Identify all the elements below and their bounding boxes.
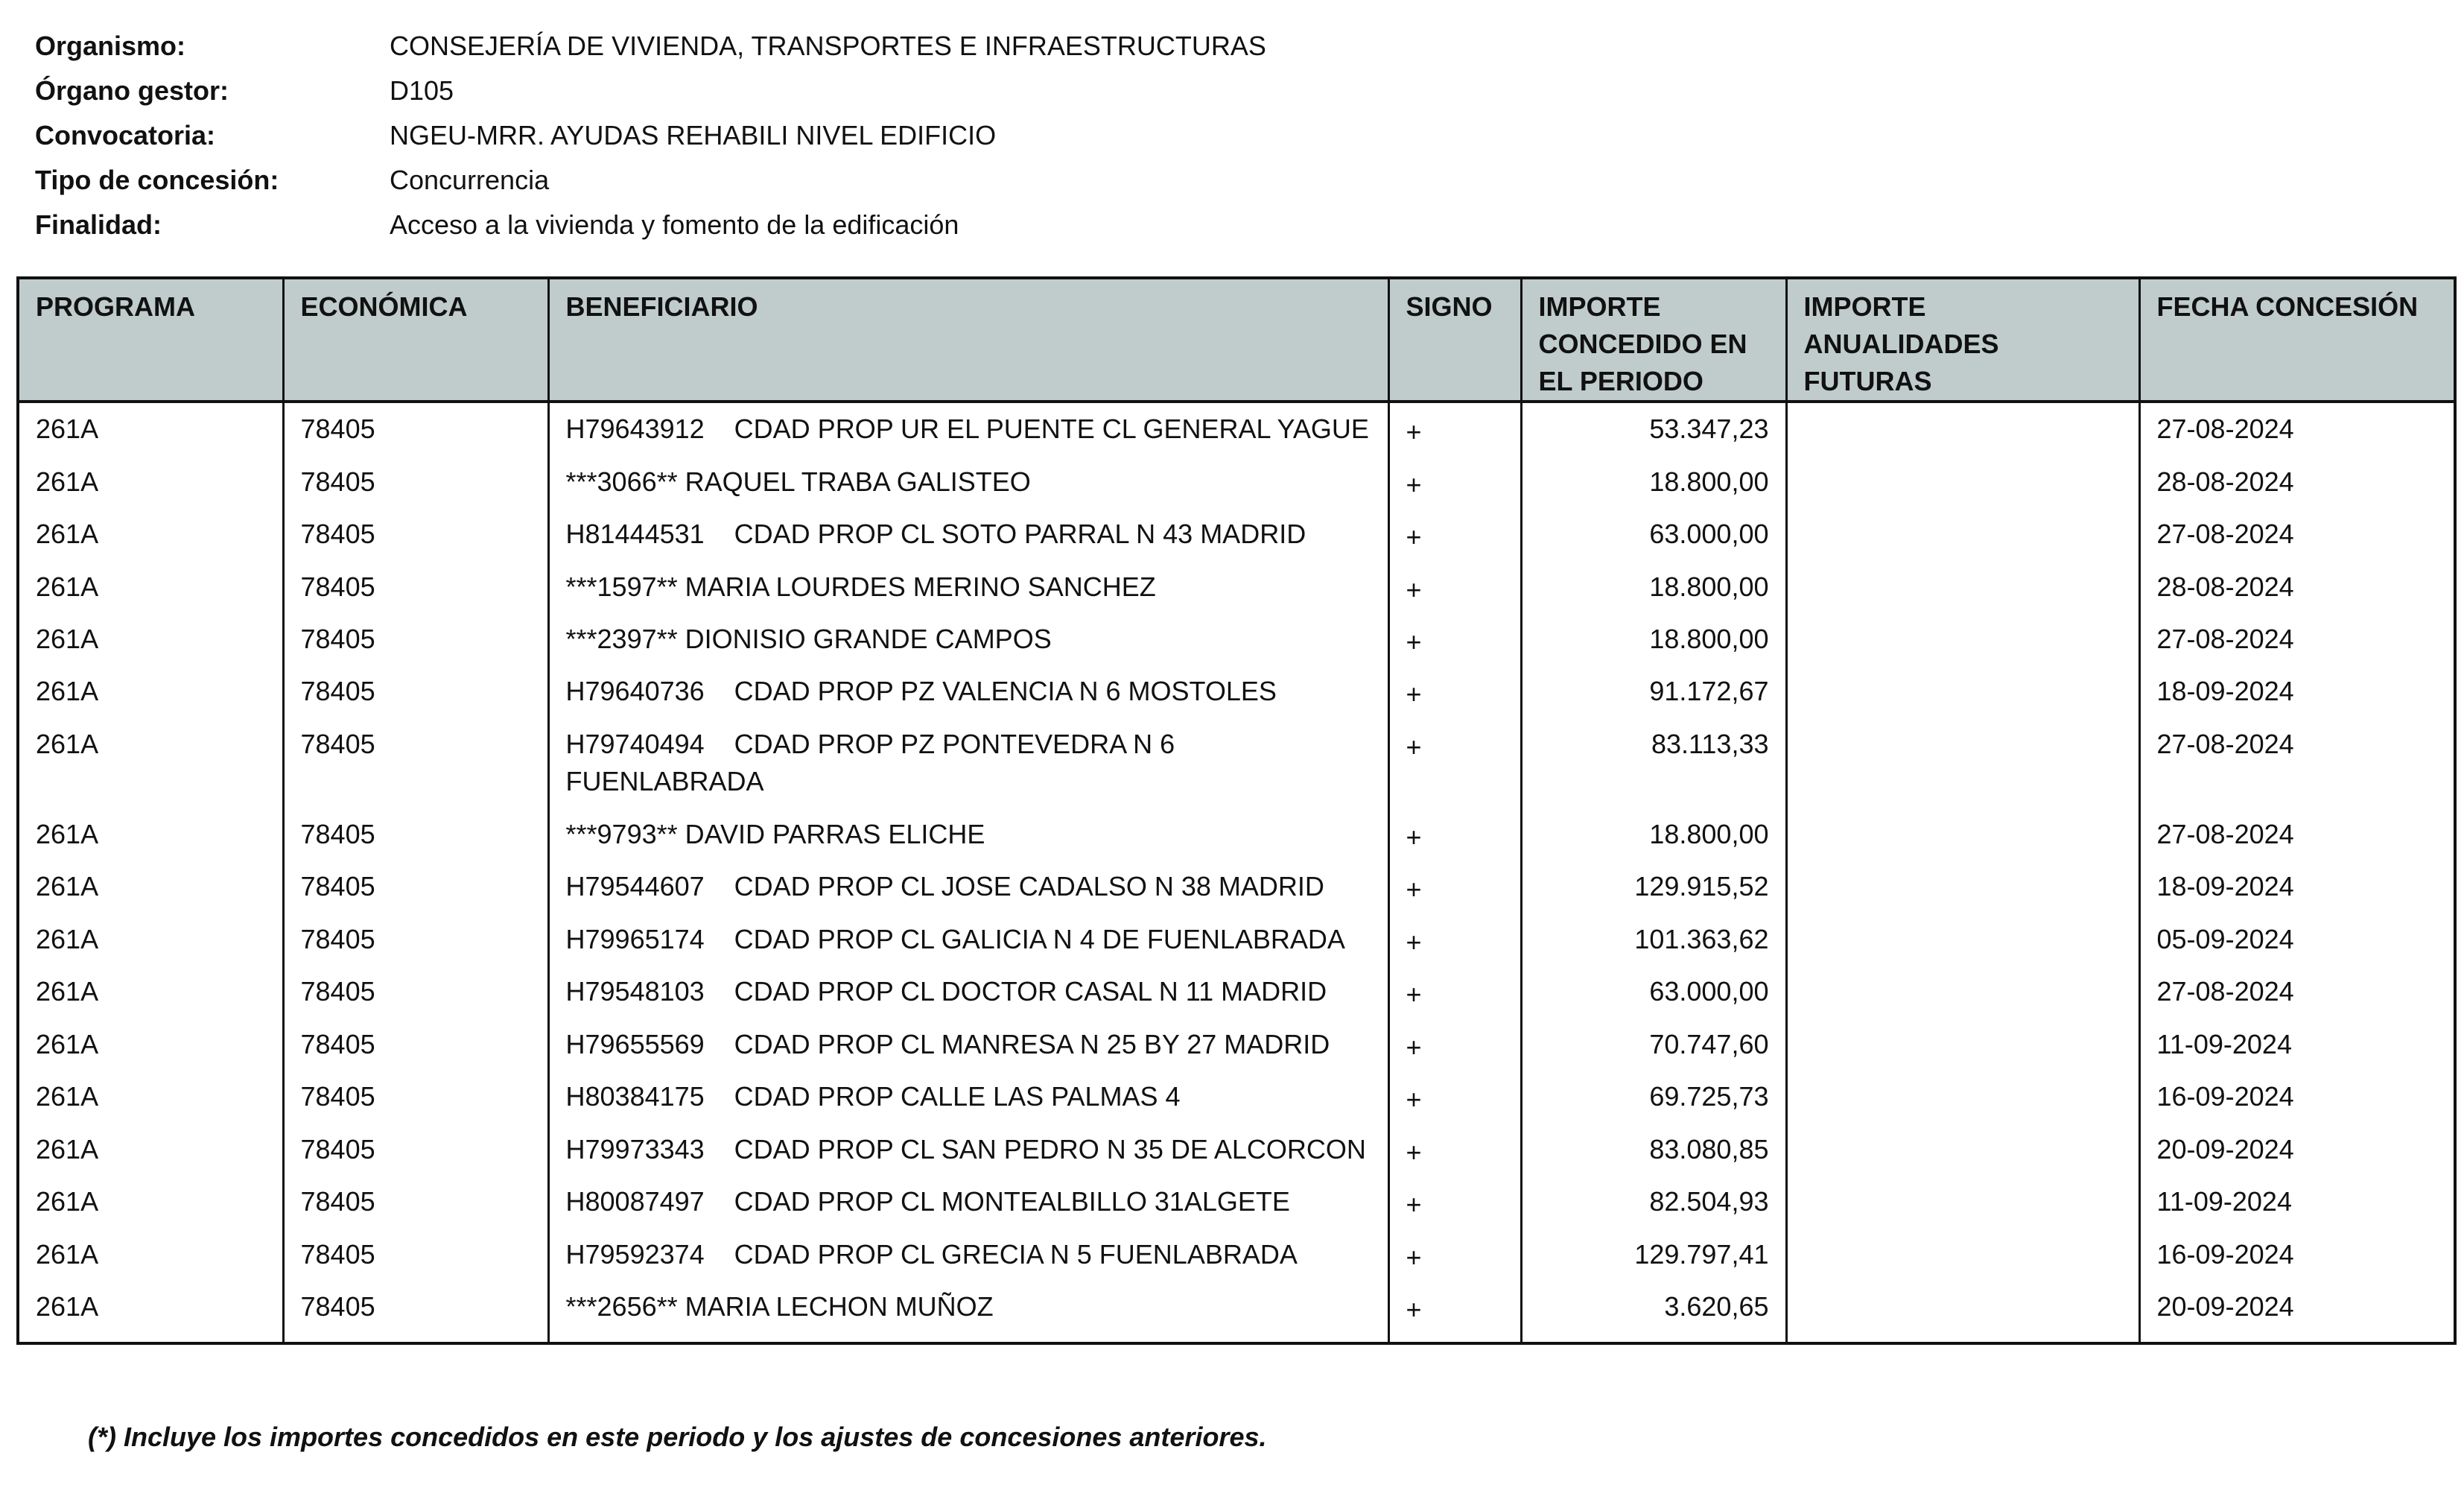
table-row [18,808,2455,861]
cell-programa: 261A [18,402,283,456]
empty-cell [1521,1334,1786,1343]
cell-signo: + [1388,456,1521,508]
table-row [18,456,2455,508]
cell-programa: 261A [18,561,283,613]
cell-programa: 261A [18,613,283,665]
column-header-anualidades: IMPORTE ANUALIDADES FUTURAS [1786,278,2139,402]
cell-signo: + [1388,1124,1521,1176]
table-row [18,1124,2455,1176]
cell-signo: + [1388,1018,1521,1071]
cell-beneficiario: H79655569 CDAD PROP CL MANRESA N 25 BY 27 MADRID [548,1018,1388,1071]
column-header-programa: PROGRAMA [18,278,283,402]
cell-signo: + [1388,1071,1521,1123]
cell-anualidades [1786,1281,2139,1333]
cell-fecha: 27-08-2024 [2139,402,2455,456]
cell-beneficiario: ***9793** DAVID PARRAS ELICHE [548,808,1388,861]
table-row [18,718,2455,808]
empty-cell [1786,1334,2139,1343]
cell-fecha: 27-08-2024 [2139,508,2455,560]
cell-signo: + [1388,718,1521,808]
cell-anualidades [1786,966,2139,1018]
cell-signo: + [1388,508,1521,560]
cell-economica: 78405 [283,1176,548,1228]
cell-economica: 78405 [283,456,548,508]
cell-importe: 101.363,62 [1521,913,1786,966]
cell-fecha: 20-09-2024 [2139,1281,2455,1333]
cell-programa: 261A [18,1229,283,1281]
cell-beneficiario: H79643912 CDAD PROP UR EL PUENTE CL GENERAL YAGUE [548,402,1388,456]
cell-beneficiario: ***2397** DIONISIO GRANDE CAMPOS [548,613,1388,665]
cell-programa: 261A [18,456,283,508]
header-label: Finalidad: [35,209,162,240]
cell-importe: 63.000,00 [1521,966,1786,1018]
cell-signo: + [1388,1281,1521,1333]
cell-signo: + [1388,913,1521,966]
document-header [35,24,1525,247]
cell-importe: 18.800,00 [1521,561,1786,613]
cell-anualidades [1786,561,2139,613]
table-row [18,613,2455,665]
header-row-organo-gestor [35,69,1525,113]
cell-fecha: 27-08-2024 [2139,966,2455,1018]
cell-importe: 3.620,65 [1521,1281,1786,1333]
header-row-organismo [35,24,1525,69]
header-label: Convocatoria: [35,120,216,150]
cell-anualidades [1786,665,2139,717]
cell-programa: 261A [18,966,283,1018]
cell-economica: 78405 [283,561,548,613]
cell-beneficiario: H79973343 CDAD PROP CL SAN PEDRO N 35 DE ALCORCON [548,1124,1388,1176]
cell-programa: 261A [18,1281,283,1333]
cell-economica: 78405 [283,508,548,560]
cell-anualidades [1786,1124,2139,1176]
cell-importe: 129.915,52 [1521,861,1786,913]
cell-fecha: 05-09-2024 [2139,913,2455,966]
cell-signo: + [1388,808,1521,861]
empty-cell [283,1334,548,1343]
header-label: Organismo: [35,31,186,61]
table-row [18,1018,2455,1071]
cell-programa: 261A [18,718,283,808]
cell-programa: 261A [18,861,283,913]
cell-anualidades [1786,861,2139,913]
table-header-row [18,278,2455,402]
cell-beneficiario: H80087497 CDAD PROP CL MONTEALBILLO 31ALGETE [548,1176,1388,1228]
cell-fecha: 27-08-2024 [2139,718,2455,808]
header-value: Acceso a la vivienda y fomento de la edificación [390,209,959,240]
header-value: D105 [390,75,454,106]
cell-fecha: 20-09-2024 [2139,1124,2455,1176]
cell-beneficiario: H79544607 CDAD PROP CL JOSE CADALSO N 38 MADRID [548,861,1388,913]
cell-signo: + [1388,561,1521,613]
table-filler-row [18,1334,2455,1343]
cell-signo: + [1388,613,1521,665]
cell-programa: 261A [18,1071,283,1123]
table-row [18,508,2455,560]
cell-programa: 261A [18,808,283,861]
cell-importe: 83.113,33 [1521,718,1786,808]
cell-anualidades [1786,1229,2139,1281]
cell-economica: 78405 [283,1281,548,1333]
cell-importe: 69.725,73 [1521,1071,1786,1123]
cell-programa: 261A [18,1018,283,1071]
empty-cell [2139,1334,2455,1343]
table-row [18,966,2455,1018]
cell-anualidades [1786,718,2139,808]
cell-importe: 18.800,00 [1521,808,1786,861]
grants-table [16,276,2457,1345]
cell-fecha: 18-09-2024 [2139,861,2455,913]
cell-economica: 78405 [283,913,548,966]
empty-cell [548,1334,1388,1343]
cell-economica: 78405 [283,808,548,861]
cell-anualidades [1786,808,2139,861]
cell-anualidades [1786,402,2139,456]
cell-economica: 78405 [283,861,548,913]
header-row-finalidad [35,203,1525,247]
cell-signo: + [1388,966,1521,1018]
header-value: Concurrencia [390,165,550,195]
cell-beneficiario: ***3066** RAQUEL TRABA GALISTEO [548,456,1388,508]
column-header-signo: SIGNO [1388,278,1521,402]
column-header-importe: IMPORTE CONCEDIDO EN EL PERIODO [1521,278,1786,402]
cell-signo: + [1388,1176,1521,1228]
empty-cell [1388,1334,1521,1343]
cell-programa: 261A [18,508,283,560]
table-row [18,561,2455,613]
cell-importe: 129.797,41 [1521,1229,1786,1281]
empty-cell [18,1334,283,1343]
cell-economica: 78405 [283,665,548,717]
cell-importe: 53.347,23 [1521,402,1786,456]
table-row [18,1176,2455,1228]
header-label: Órgano gestor: [35,75,229,106]
cell-importe: 70.747,60 [1521,1018,1786,1071]
cell-fecha: 18-09-2024 [2139,665,2455,717]
cell-beneficiario: H79640736 CDAD PROP PZ VALENCIA N 6 MOSTOLES [548,665,1388,717]
table-body [18,402,2455,1343]
cell-importe: 63.000,00 [1521,508,1786,560]
cell-programa: 261A [18,913,283,966]
cell-anualidades [1786,1176,2139,1228]
cell-fecha: 16-09-2024 [2139,1071,2455,1123]
header-label: Tipo de concesión: [35,165,279,195]
table-row [18,861,2455,913]
column-header-beneficiario: BENEFICIARIO [548,278,1388,402]
cell-beneficiario: H79548103 CDAD PROP CL DOCTOR CASAL N 11 MADRID [548,966,1388,1018]
cell-programa: 261A [18,1124,283,1176]
cell-anualidades [1786,913,2139,966]
cell-economica: 78405 [283,1071,548,1123]
header-value: NGEU-MRR. AYUDAS REHABILI NIVEL EDIFICIO [390,120,997,150]
cell-fecha: 28-08-2024 [2139,561,2455,613]
cell-importe: 82.504,93 [1521,1176,1786,1228]
cell-economica: 78405 [283,613,548,665]
cell-fecha: 27-08-2024 [2139,808,2455,861]
cell-economica: 78405 [283,966,548,1018]
cell-signo: + [1388,402,1521,456]
cell-beneficiario: H79965174 CDAD PROP CL GALICIA N 4 DE FUENLABRADA [548,913,1388,966]
header-row-tipo-concesion [35,158,1525,203]
cell-economica: 78405 [283,1124,548,1176]
cell-fecha: 11-09-2024 [2139,1176,2455,1228]
column-header-fecha: FECHA CONCESIÓN [2139,278,2455,402]
table-row [18,913,2455,966]
cell-beneficiario: ***2656** MARIA LECHON MUÑOZ [548,1281,1388,1333]
cell-programa: 261A [18,1176,283,1228]
cell-beneficiario: H80384175 CDAD PROP CALLE LAS PALMAS 4 [548,1071,1388,1123]
cell-importe: 18.800,00 [1521,613,1786,665]
cell-beneficiario: H79592374 CDAD PROP CL GRECIA N 5 FUENLABRADA [548,1229,1388,1281]
cell-signo: + [1388,861,1521,913]
cell-importe: 18.800,00 [1521,456,1786,508]
cell-anualidades [1786,1071,2139,1123]
table-row [18,402,2455,456]
cell-fecha: 28-08-2024 [2139,456,2455,508]
cell-economica: 78405 [283,718,548,808]
header-row-convocatoria [35,113,1525,158]
cell-signo: + [1388,665,1521,717]
cell-economica: 78405 [283,1018,548,1071]
cell-signo: + [1388,1229,1521,1281]
cell-beneficiario: ***1597** MARIA LOURDES MERINO SANCHEZ [548,561,1388,613]
cell-programa: 261A [18,665,283,717]
cell-importe: 91.172,67 [1521,665,1786,717]
cell-economica: 78405 [283,402,548,456]
header-value: CONSEJERÍA DE VIVIENDA, TRANSPORTES E INFRAESTRUCTURAS [390,31,1266,61]
table-row [18,665,2455,717]
cell-economica: 78405 [283,1229,548,1281]
cell-anualidades [1786,613,2139,665]
cell-beneficiario: H79740494 CDAD PROP PZ PONTEVEDRA N 6 FUENLABRADA [548,718,1388,808]
cell-anualidades [1786,1018,2139,1071]
table-row [18,1281,2455,1333]
cell-importe: 83.080,85 [1521,1124,1786,1176]
cell-fecha: 11-09-2024 [2139,1018,2455,1071]
footnote: (*) Incluye los importes concedidos en este periodo y los ajustes de concesiones anteriores. [88,1422,1267,1452]
cell-beneficiario: H81444531 CDAD PROP CL SOTO PARRAL N 43 MADRID [548,508,1388,560]
table-row [18,1071,2455,1123]
cell-anualidades [1786,508,2139,560]
column-header-economica: ECONÓMICA [283,278,548,402]
cell-fecha: 16-09-2024 [2139,1229,2455,1281]
cell-anualidades [1786,456,2139,508]
cell-fecha: 27-08-2024 [2139,613,2455,665]
table-row [18,1229,2455,1281]
